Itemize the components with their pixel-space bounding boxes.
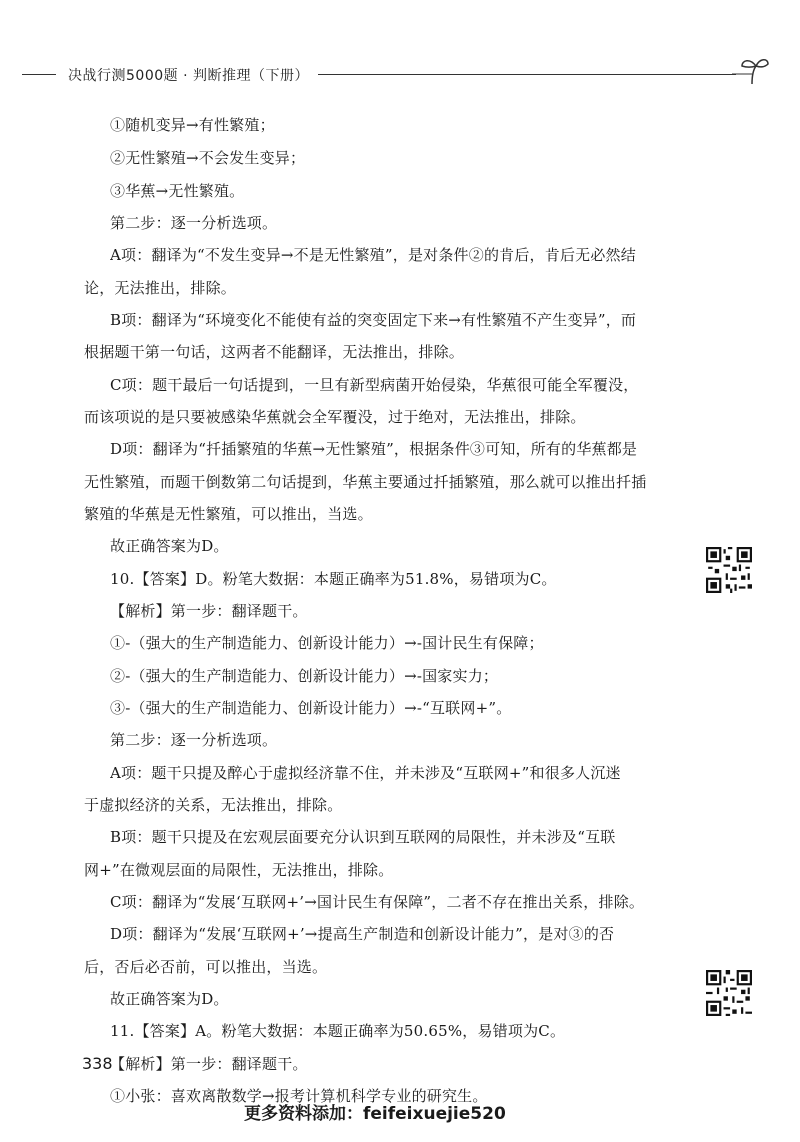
text-line: 网+”在微观层面的局限性，无法推出，排除。 — [84, 861, 394, 879]
header-rule-left — [22, 74, 56, 75]
text-line: 后，否后必否前，可以推出，当选。 — [84, 958, 328, 976]
text-line: 而该项说的是只要被感染华蕉就会全军覆没，过于绝对，无法推出，排除。 — [84, 408, 586, 426]
text-line: C项：题干最后一句话提到，一旦有新型病菌开始侵染，华蕉很可能全军覆没， — [110, 376, 639, 394]
header-rule-right — [318, 74, 736, 75]
text-line: 故正确答案为D。 — [110, 990, 229, 1008]
text-line: 论，无法推出，排除。 — [84, 279, 237, 297]
running-header — [22, 62, 760, 86]
text-line: ③华蕉→无性繁殖。 — [110, 182, 245, 200]
text-line: A项：翻译为“不发生变异→不是无性繁殖”，是对条件②的肯后，肯后无必然结 — [110, 246, 636, 264]
text-line: 【解析】第一步：翻译题干。 — [110, 1055, 308, 1073]
text-line: 第二步：逐一分析选项。 — [110, 731, 278, 749]
text-line: D项：翻译为“扦插繁殖的华蕉→无性繁殖”，根据条件③可知，所有的华蕉都是 — [110, 440, 638, 458]
text-line: 【解析】第一步：翻译题干。 — [110, 602, 308, 620]
text-line: 第二步：逐一分析选项。 — [110, 214, 278, 232]
text-line: ①小张：喜欢离散数学→报考计算机科学专业的研究生。 — [110, 1087, 488, 1105]
text-line: ①随机变异→有性繁殖； — [110, 116, 275, 134]
text-line: B项：翻译为“环境变化不能使有益的突变固定下来→有性繁殖不产生变异”，而 — [110, 311, 637, 329]
text-line: C项：翻译为“发展‘互联网+’→国计民生有保障”，二者不存在推出关系，排除。 — [110, 893, 645, 911]
text-line: ②无性繁殖→不会发生变异； — [110, 149, 306, 167]
text-line: D项：翻译为“发展‘互联网+’→提高生产制造和创新设计能力”，是对③的否 — [110, 925, 615, 943]
text-line: A项：题干只提及醉心于虚拟经济靠不住，并未涉及“互联网+”和很多人沉迷 — [110, 764, 621, 782]
text-line: ②-（强大的生产制造能力、创新设计能力）→-国家实力； — [110, 667, 499, 685]
page-number: 338 — [82, 1054, 113, 1073]
sprout-icon — [732, 54, 772, 86]
footer-note: 更多资料添加：feifeixuejie520 — [244, 1104, 506, 1124]
text-line: 无性繁殖，而题干倒数第二句话提到，华蕉主要通过扦插繁殖，那么就可以推出扦插 — [84, 473, 647, 491]
text-line: ①-（强大的生产制造能力、创新设计能力）→-国计民生有保障； — [110, 634, 544, 652]
qr-code-icon — [706, 970, 752, 1016]
text-line: ③-（强大的生产制造能力、创新设计能力）→-“互联网+”。 — [110, 699, 512, 717]
text-line: 繁殖的华蕉是无性繁殖，可以推出，当选。 — [84, 505, 373, 523]
answer-heading-11: 11.【答案】A。粉笔大数据：本题正确率为50.65%，易错项为C。 — [110, 1022, 566, 1040]
answer-heading-10: 10.【答案】D。粉笔大数据：本题正确率为51.8%，易错项为C。 — [110, 570, 557, 588]
book-title: 决战行测5000题 · 判断推理（下册） — [68, 68, 309, 84]
text-line: 故正确答案为D。 — [110, 537, 229, 555]
qr-code-icon — [706, 547, 752, 593]
text-line: 于虚拟经济的关系，无法推出，排除。 — [84, 796, 343, 814]
text-line: B项：题干只提及在宏观层面要充分认识到互联网的局限性，并未涉及“互联 — [110, 828, 616, 846]
text-line: 根据题干第一句话，这两者不能翻译，无法推出，排除。 — [84, 343, 465, 361]
